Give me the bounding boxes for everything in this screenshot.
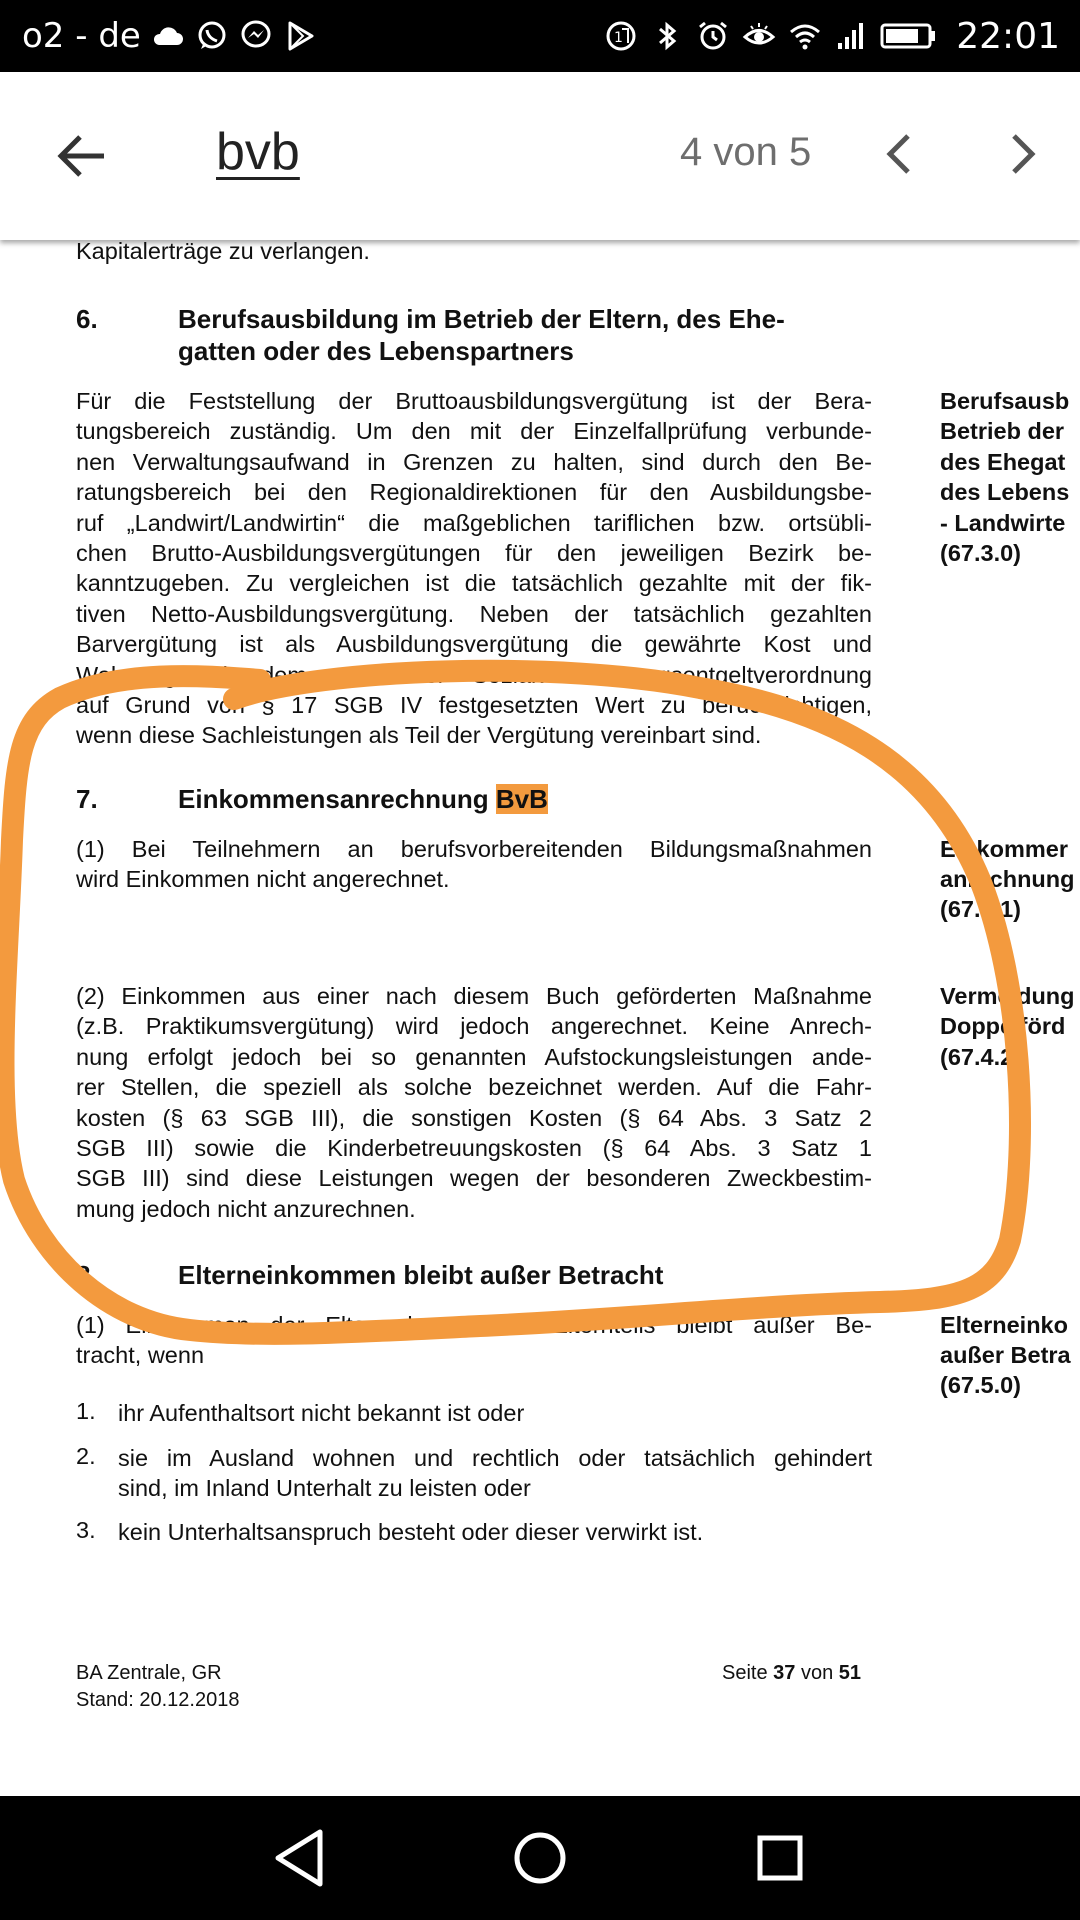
carrier-name: o2 - de [22,16,141,56]
play-store-icon [283,19,317,53]
next-match-button[interactable] [1002,132,1042,176]
bluetooth-icon [650,19,684,53]
text-line: ratungsbereich bei den Regionaldirektionen für den Ausbildungsbe- [76,479,872,505]
svg-text:1: 1 [614,30,624,46]
margin-note: des Ehegat [940,449,1066,475]
section-heading: Elterneinkommen bleibt außer Betracht [178,1260,664,1290]
text-line: Wohnung mit dem nach der Sozialversicherungsentgeltverordnung [76,662,872,688]
signal-icon [834,19,868,53]
margin-note: (67.5.0) [940,1372,1021,1398]
text-line: SGB III) sind diese Leistungen wegen der besonderen Zweckbestim- [76,1165,872,1191]
list-item: kein Unterhaltsanspruch besteht oder dieser verwirkt ist. [118,1519,704,1545]
list-item: ihr Aufenthaltsort nicht bekannt ist oder [118,1400,525,1426]
margin-note: außer Betra [940,1342,1071,1368]
page-number [722,1660,861,1687]
clock: 22:01 [956,15,1060,57]
margin-note: Berufsausb [940,388,1070,414]
search-match-highlight: BvB [495,784,548,814]
recents-square-icon[interactable] [740,1818,820,1898]
whatsapp-icon [195,19,229,53]
text-line: mung jedoch nicht anzurechnen. [76,1196,416,1222]
text-line: wenn diese Sachleistungen als Teil der Vergütung vereinbart sind. [76,722,762,748]
pdf-page[interactable] [0,240,1080,1796]
section-heading: Berufsausbildung im Betrieb der Eltern, des Ehe- [178,304,785,334]
home-circle-icon[interactable] [500,1818,580,1898]
text-line: (2) Einkommen aus einer nach diesem Buch geförderten Maßnahme [76,983,872,1009]
text-line: kanntzugeben. Zu vergleichen ist die tatsächlich gezahlte mit der fik- [76,570,872,596]
list-item: sind, im Inland Unterhalt zu leisten oder [118,1475,531,1501]
text-line: nung erfolgt jedoch bei so genannten Aufstockungsleistungen ande- [76,1044,872,1070]
list-item-number: 1. [76,1398,96,1424]
status-bar [0,0,1080,72]
find-in-page-bar [0,72,1080,240]
footer-org: BA Zentrale, GR [76,1662,222,1684]
section-number: 8. [76,1260,98,1290]
list-item-number: 3. [76,1517,96,1543]
text-line: (1) Einkommen der Eltern bzw. eines Elternteils bleibt außer Be- [76,1312,872,1338]
margin-note: Doppelförd [940,1013,1066,1039]
section-heading [178,784,548,815]
text-line: chen Brutto-Ausbildungsvergütungen für den jeweiligen Bezirk be- [76,540,872,566]
text-line: SGB III) sowie die Kinderbetreuungskosten (§ 64 Abs. 3 Satz 1 [76,1135,872,1161]
text-line: tiven Netto-Ausbildungsvergütung. Neben der tatsächlich gezahlten [76,601,872,627]
wifi-icon [788,19,822,53]
page-prefix: Seite [722,1662,768,1684]
margin-note: - Landwirte [940,510,1066,536]
margin-note: anrechnung [940,866,1075,892]
match-counter: 4 von 5 [680,130,812,174]
page-mid: von [800,1662,834,1684]
text-line: (z.B. Praktikumsvergütung) wird jedoch angerechnet. Keine Anrech- [76,1013,872,1039]
text-line: auf Grund von § 17 SGB IV festgesetzten Wert zu berücksichtigen, [76,692,872,718]
text-line: tungsbereich zuständig. Um den mit der Einzelfallprüfung verbunde- [76,418,872,444]
text-line: Barvergütung ist als Ausbildungsvergütung die gewährte Kost und [76,631,872,657]
text-line: nen Verwaltungsaufwand in Grenzen zu halten, sind durch den Be- [76,449,872,475]
cloud-icon [151,19,185,53]
back-arrow-icon[interactable] [56,132,108,180]
page-current: 37 [773,1662,796,1684]
text-line: kosten (§ 63 SGB III), die sonstigen Kosten (§ 64 Abs. 3 Satz 2 [76,1105,872,1131]
footer-date: Stand: 20.12.2018 [76,1689,240,1711]
margin-note: (67.3.0) [940,540,1021,566]
search-query[interactable]: bvb [216,123,300,181]
navigation-bar [0,1796,1080,1920]
margin-note: Betrieb der [940,418,1065,444]
messenger-icon [239,19,273,53]
list-item-number: 2. [76,1443,96,1469]
data-saver-icon [604,19,638,53]
margin-note: (67.4.1) [940,896,1021,922]
margin-note: Vermeidung [940,983,1075,1009]
previous-match-button[interactable] [880,132,920,176]
margin-note: des Lebens [940,479,1070,505]
margin-note: Einkommer [940,836,1068,862]
heading-text: Einkommensanrechnung [178,784,489,814]
text-line: rer Stellen, die speziell als solche bezeichnet werden. Auf die Fahr- [76,1074,872,1100]
text-line: (1) Bei Teilnehmern an berufsvorbereitenden Bildungsmaßnahmen [76,836,872,862]
margin-note: (67.4.2) [940,1044,1021,1070]
alarm-icon [696,19,730,53]
section-number: 6. [76,304,98,334]
text-line: tracht, wenn [76,1342,205,1368]
eye-comfort-icon [742,19,776,53]
text-line: Kapitalerträge zu verlangen. [76,240,370,264]
text-line: Für die Feststellung der Bruttoausbildungsvergütung ist der Bera- [76,388,872,414]
margin-note: Elterneinko [940,1312,1068,1338]
text-line: ruf „Landwirt/Landwirtin“ die maßgeblichen tariflichen bzw. ortsübli- [76,510,872,536]
section-number: 7. [76,784,98,814]
list-item: sie im Ausland wohnen und rechtlich oder tatsächlich gehindert [118,1445,872,1471]
back-triangle-icon[interactable] [260,1818,340,1898]
section-heading: gatten oder des Lebenspartners [178,336,574,366]
text-line: wird Einkommen nicht angerechnet. [76,866,450,892]
battery-icon [880,19,938,53]
page-total: 51 [838,1662,862,1684]
